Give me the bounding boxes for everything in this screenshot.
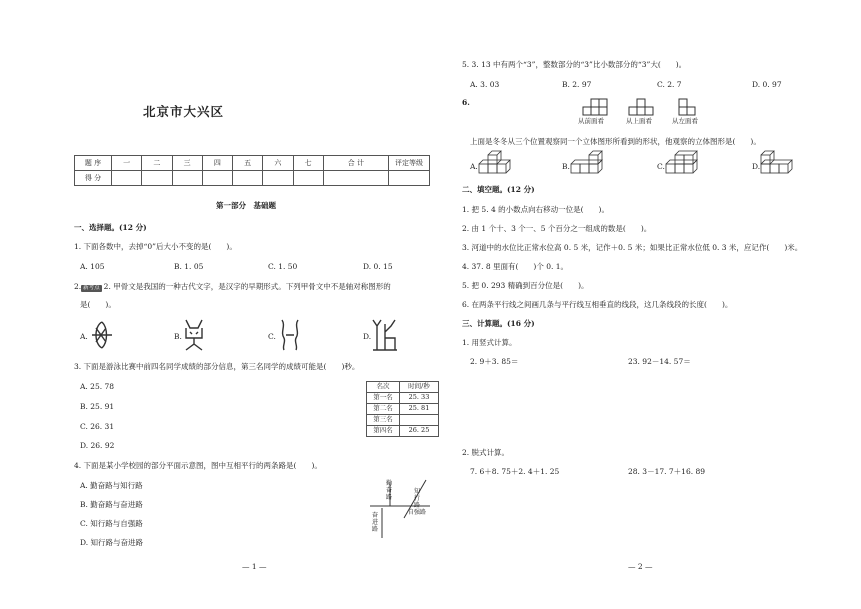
ranking-time-cell: [400, 415, 439, 426]
ranking-header-cell: 时间/秒: [400, 382, 439, 393]
q2-option-c[interactable]: C.: [268, 332, 276, 341]
score-cell: 四: [202, 156, 232, 171]
q2-option-a[interactable]: A.: [80, 332, 88, 341]
part-title: 第一部分 基础题: [216, 201, 276, 210]
fill-question-3: 3. 河道中的水位比正常水位高 0. 5 米，记作＋0. 5 米；如果比正常水位低 0. 3 米，应记作( )米。: [462, 243, 803, 252]
question-6-text: 上面是冬冬从三个位置观察同一个立体图形所看到的形状，他观察的立体图形是( )。: [470, 137, 761, 146]
score-cell: 二: [142, 156, 172, 171]
score-blank-cell[interactable]: [233, 171, 263, 186]
q1-option-a[interactable]: A. 105: [80, 262, 105, 271]
exam-title: 北京市大兴区: [143, 104, 225, 119]
q4-option-d[interactable]: D. 知行路与奋进路: [80, 538, 144, 547]
fill-question-2: 2. 由 1 个十、3 个一、5 个百分之一组成的数是( )。: [462, 224, 652, 233]
cube-stack-b-icon: [570, 154, 604, 176]
new-topic-badge: 新考点: [83, 285, 100, 291]
question-4: 4. 下面是某小学校园的部分平面示意图，图中互相平行的两条路是( )。: [74, 461, 322, 470]
fill-question-5: 5. 把 0. 293 精确到百分位是( )。: [462, 281, 589, 290]
q4-option-c[interactable]: C. 知行路与自强路: [80, 519, 143, 528]
score-cell: 五: [233, 156, 263, 171]
q1-option-c[interactable]: C. 1. 50: [268, 262, 298, 271]
q6-option-a[interactable]: A.: [470, 162, 478, 171]
score-cell: 六: [263, 156, 293, 171]
score-blank-cell[interactable]: [202, 171, 232, 186]
q2-option-d[interactable]: D.: [363, 332, 372, 341]
score-cell: 一: [112, 156, 142, 171]
q5-option-a[interactable]: A. 3. 03: [470, 80, 500, 89]
fill-question-4: 4. 37. 8 里面有( )个 0. 1。: [462, 262, 569, 271]
score-blank-cell[interactable]: [389, 171, 430, 186]
question-2-number: 2.: [74, 282, 82, 291]
fill-question-6: 6. 在两条平行线之间画几条与平行线互相垂直的线段，这几条线段的长度( )。: [462, 300, 733, 309]
front-view-icon: [582, 98, 608, 116]
view-label-top: 从上面看: [626, 117, 652, 125]
question-2-text: 2. 甲骨文是我国的一种古代文字，是汉字的早期形式。下列甲骨文中不是轴对称图形的: [103, 282, 391, 291]
question-3: 3. 下面是游泳比赛中前四名同学成绩的部分信息，第三名同学的成绩可能是( )秒。: [74, 362, 360, 371]
score-cell: 三: [172, 156, 202, 171]
question-1: 1. 下面各数中，去掉“0”后大小不变的是( )。: [74, 242, 237, 251]
page-number-left: — 1 —: [242, 562, 267, 571]
map-label-fenjin: 奋进路: [372, 512, 379, 533]
score-cell: 七: [293, 156, 323, 171]
score-label-cell: 得 分: [75, 171, 112, 186]
cube-stack-a-icon: [478, 154, 512, 176]
map-label-qinfen: 勤奋路: [386, 480, 393, 501]
score-cell: 题 序: [75, 156, 112, 171]
section-choice-heading: 一、选择题。(12 分): [74, 223, 147, 232]
question-2: [74, 282, 391, 292]
map-label-zhixing: 知行路: [414, 488, 421, 509]
ranking-place-cell: 第四名: [367, 426, 400, 437]
q5-option-b[interactable]: B. 2. 97: [562, 80, 592, 89]
view-label-front: 从前面看: [578, 117, 604, 125]
q3-option-c[interactable]: C. 26. 31: [80, 422, 115, 431]
ranking-place-cell: 第三名: [367, 415, 400, 426]
question-5: 5. 3. 13 中有两个“3”，整数部分的“3”比小数部分的“3”大( )。: [462, 60, 687, 69]
q1-option-d[interactable]: D. 0. 15: [363, 262, 393, 271]
q4-option-b[interactable]: B. 勤奋路与奋进路: [80, 500, 143, 509]
ranking-header-cell: 名次: [367, 382, 400, 393]
score-cell: 评定等级: [389, 156, 430, 171]
ranking-time-cell: 25. 81: [400, 404, 439, 415]
table-row: [367, 426, 439, 437]
vertical-calc-item-1: 2. 9＋3. 85＝: [470, 357, 519, 366]
ranking-time-cell: 25. 33: [400, 393, 439, 404]
oracle-glyph-c-icon: [276, 318, 304, 352]
cube-stack-c-icon: [665, 154, 699, 176]
table-row: [367, 393, 439, 404]
score-table-header-row: [75, 156, 430, 171]
oracle-glyph-b-icon: [182, 318, 206, 352]
vertical-calc-item-2: 23. 92－14. 57＝: [628, 357, 691, 366]
q3-option-d[interactable]: D. 26. 92: [80, 441, 115, 450]
oracle-glyph-a-icon: [88, 318, 116, 352]
score-blank-cell[interactable]: [112, 171, 142, 186]
oracle-glyph-d-icon: [371, 318, 399, 352]
view-label-left: 从左面看: [672, 117, 698, 125]
map-label-ziqiang: 自强路: [408, 509, 427, 516]
table-row: [367, 404, 439, 415]
page-number-right: — 2 —: [628, 562, 653, 571]
vertical-calc-title: 1. 用竖式计算。: [462, 338, 517, 347]
ranking-time-cell: 26. 25: [400, 426, 439, 437]
q5-option-d[interactable]: D. 0. 97: [752, 80, 782, 89]
top-view-icon: [628, 98, 654, 116]
ranking-header-row: [367, 382, 439, 393]
q6-option-b[interactable]: B.: [562, 162, 570, 171]
section-fill-heading: 二、填空题。(12 分): [462, 185, 535, 194]
step-calc-title: 2. 脱式计算。: [462, 448, 510, 457]
step-calc-item-2: 28. 3－17. 7＋16. 89: [628, 467, 706, 476]
score-blank-cell[interactable]: [172, 171, 202, 186]
left-view-icon: [678, 98, 696, 116]
q6-option-d[interactable]: D.: [752, 162, 761, 171]
ranking-place-cell: 第二名: [367, 404, 400, 415]
q4-option-a[interactable]: A. 勤奋路与知行路: [80, 481, 143, 490]
question-2-line2: 是( )。: [80, 300, 116, 309]
score-table: [74, 155, 430, 186]
question-6-number: 6.: [462, 98, 470, 107]
ranking-place-cell: 第一名: [367, 393, 400, 404]
q5-option-c[interactable]: C. 2. 7: [657, 80, 682, 89]
score-table-score-row: [75, 171, 430, 186]
table-row: [367, 415, 439, 426]
q3-option-a[interactable]: A. 25. 78: [80, 382, 115, 391]
q3-option-b[interactable]: B. 25. 91: [80, 402, 115, 411]
score-cell: 合 计: [323, 156, 388, 171]
step-calc-item-1: 7. 6＋8. 75＋2. 4＋1. 25: [470, 467, 560, 476]
q1-option-b[interactable]: B. 1. 05: [174, 262, 204, 271]
section-calc-heading: 三、计算题。(16 分): [462, 319, 535, 328]
q6-option-c[interactable]: C.: [657, 162, 665, 171]
score-blank-cell[interactable]: [323, 171, 388, 186]
score-blank-cell[interactable]: [263, 171, 293, 186]
score-blank-cell[interactable]: [293, 171, 323, 186]
cube-stack-d-icon: [760, 154, 794, 176]
ranking-table: [366, 381, 439, 437]
q2-option-b[interactable]: B.: [174, 332, 182, 341]
fill-question-1: 1. 把 5. 4 的小数点向右移动一位是( )。: [462, 205, 609, 214]
score-blank-cell[interactable]: [142, 171, 172, 186]
